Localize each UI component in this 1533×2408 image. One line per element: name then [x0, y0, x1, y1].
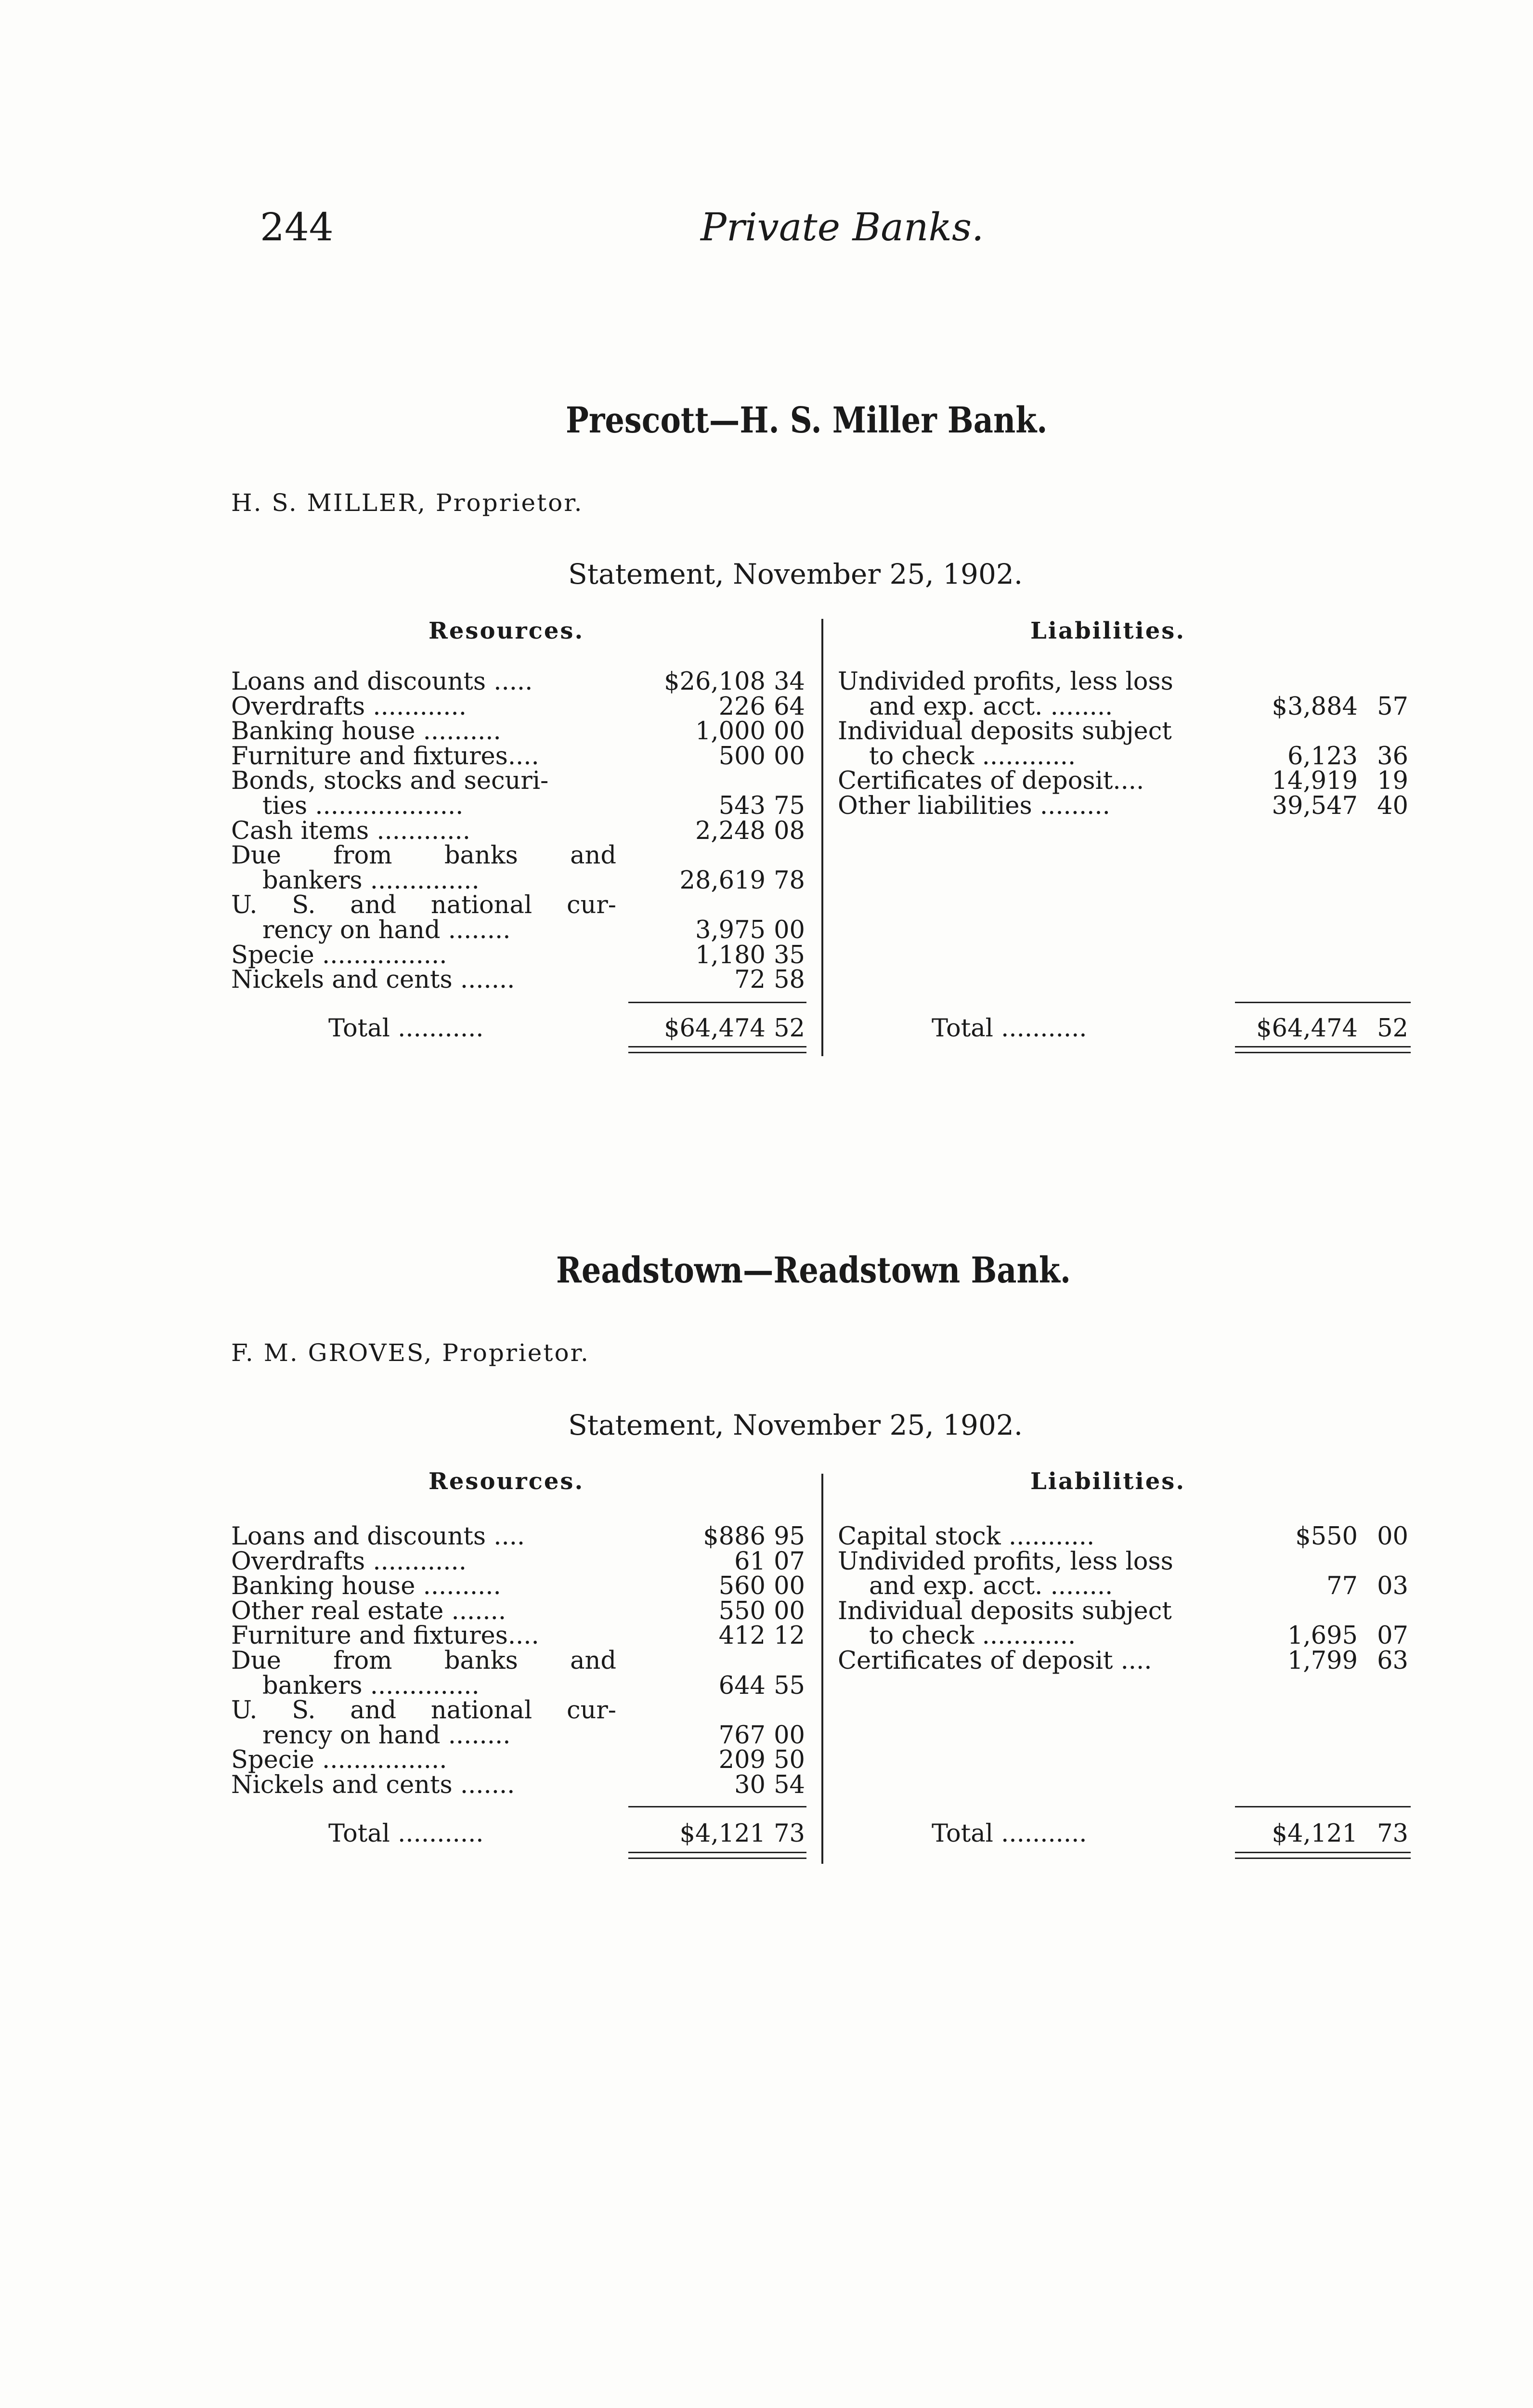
- line-item-label: rency on hand ........: [262, 1721, 511, 1750]
- liabilities-heading: Liabilities.: [1030, 617, 1186, 644]
- line-item-label: Certificates of deposit....: [838, 767, 1144, 796]
- amount-cents: 08: [774, 816, 805, 845]
- table-row: [0, 966, 1533, 995]
- double-rule-top: [628, 1046, 806, 1047]
- statement-date: Statement, November 25, 1902.: [568, 558, 1023, 590]
- line-item-label: and exp. acct. ........: [869, 692, 1113, 721]
- total-row: [0, 1821, 1533, 1846]
- amount-dollars: 1,000: [695, 717, 766, 746]
- amount-dollars: $64,474: [664, 1014, 766, 1043]
- amount-dollars: $3,884: [1272, 692, 1358, 721]
- total-rule: [1235, 1002, 1411, 1003]
- line-item-label: Banking house ..........: [231, 1572, 501, 1601]
- total-row: [0, 1016, 1533, 1041]
- total-rule: [628, 1806, 806, 1807]
- line-item-label: Specie ................: [231, 1746, 447, 1775]
- table-row: [0, 1649, 1533, 1673]
- line-item-label: U. S. and national cur-: [231, 891, 616, 920]
- line-item-label: Capital stock ...........: [838, 1522, 1095, 1551]
- amount-cents: 54: [774, 1771, 805, 1799]
- amount-dollars: 550: [718, 1597, 766, 1625]
- proprietor-line: F. M. GROVES, Proprietor.: [231, 1339, 590, 1367]
- line-item-label: Loans and discounts ....: [231, 1522, 525, 1551]
- line-item-label: Loans and discounts .....: [231, 667, 533, 696]
- amount-cents: 00: [774, 717, 805, 746]
- amount-cents: 73: [774, 1819, 805, 1848]
- amount-cents: 57: [1377, 692, 1408, 721]
- table-row: [0, 719, 1533, 744]
- line-item-label: Other liabilities .........: [838, 792, 1110, 820]
- amount-cents: 78: [774, 866, 805, 895]
- double-rule-top: [1235, 1046, 1411, 1047]
- table-row: [0, 1572, 1533, 1601]
- amount-cents: 00: [1377, 1522, 1408, 1551]
- amount-cents: 34: [774, 667, 805, 696]
- table-row: [0, 918, 1533, 942]
- amount-dollars: 6,123: [1287, 742, 1358, 771]
- table-row: [0, 767, 1533, 796]
- total-label: Total ...........: [932, 1014, 1087, 1043]
- amount-dollars: 2,248: [695, 816, 766, 845]
- amount-cents: 12: [774, 1622, 805, 1650]
- double-rule-top: [628, 1852, 806, 1853]
- amount-dollars: 30: [734, 1771, 766, 1799]
- line-item-label: Furniture and fixtures....: [231, 742, 539, 771]
- amount-dollars: 61: [734, 1547, 766, 1576]
- amount-cents: 35: [774, 941, 805, 969]
- amount-cents: 00: [774, 1597, 805, 1625]
- amount-cents: 00: [774, 742, 805, 771]
- resources-heading: Resources.: [429, 617, 585, 644]
- table-row: [0, 843, 1533, 868]
- amount-dollars: $26,108: [664, 667, 766, 696]
- amount-dollars: 39,547: [1272, 792, 1358, 820]
- table-row: [0, 1524, 1533, 1549]
- amount-cents: 00: [774, 1721, 805, 1750]
- amount-cents: 52: [774, 1014, 805, 1043]
- amount-dollars: 1,180: [695, 941, 766, 969]
- line-item-label: to check ............: [869, 742, 1076, 771]
- line-item-label: Overdrafts ............: [231, 692, 467, 721]
- amount-dollars: 77: [1326, 1572, 1358, 1601]
- amount-cents: 64: [774, 692, 805, 721]
- table-row: [0, 1599, 1533, 1623]
- line-item-label: Furniture and fixtures....: [231, 1622, 539, 1650]
- table-row: [0, 943, 1533, 968]
- bank-title: Prescott—H. S. Miller Bank.: [566, 400, 1048, 441]
- amount-dollars: 560: [718, 1572, 766, 1601]
- amount-dollars: 226: [718, 692, 766, 721]
- line-item-label: Nickels and cents .......: [231, 1771, 515, 1799]
- amount-cents: 52: [1377, 1014, 1408, 1043]
- amount-cents: 63: [1377, 1647, 1408, 1675]
- amount-cents: 58: [774, 966, 805, 995]
- line-item-label: Individual deposits subject: [838, 717, 1172, 746]
- amount-dollars: 14,919: [1272, 767, 1358, 796]
- double-rule-top: [1235, 1852, 1411, 1853]
- table-row: [0, 694, 1533, 719]
- amount-dollars: $550: [1295, 1522, 1358, 1551]
- double-rule-bottom: [628, 1858, 806, 1859]
- amount-cents: 40: [1377, 792, 1408, 820]
- amount-dollars: 500: [718, 742, 766, 771]
- line-item-label: Cash items ............: [231, 816, 470, 845]
- amount-cents: 75: [774, 792, 805, 820]
- table-row: [0, 1549, 1533, 1574]
- line-item-label: Undivided profits, less loss: [838, 667, 1173, 696]
- double-rule-bottom: [628, 1052, 806, 1053]
- amount-cents: 07: [1377, 1622, 1408, 1650]
- amount-cents: 07: [774, 1547, 805, 1576]
- line-item-label: Specie ................: [231, 941, 447, 969]
- statement-date: Statement, November 25, 1902.: [568, 1409, 1023, 1441]
- line-item-label: Bonds, stocks and securi-: [231, 767, 549, 796]
- resources-heading: Resources.: [429, 1468, 585, 1495]
- table-row: [0, 1623, 1533, 1648]
- line-item-label: Undivided profits, less loss: [838, 1547, 1173, 1576]
- amount-cents: 73: [1377, 1819, 1408, 1848]
- table-row: [0, 1773, 1533, 1797]
- double-rule-bottom: [1235, 1858, 1411, 1859]
- amount-dollars: $64,474: [1256, 1014, 1358, 1043]
- table-row: [0, 868, 1533, 893]
- total-label: Total ...........: [328, 1014, 484, 1043]
- amount-dollars: 72: [734, 966, 766, 995]
- table-row: [0, 794, 1533, 818]
- amount-cents: 55: [774, 1671, 805, 1700]
- line-item-label: bankers ..............: [262, 1671, 480, 1700]
- line-item-label: Individual deposits subject: [838, 1597, 1172, 1625]
- total-rule: [1235, 1806, 1411, 1807]
- table-row: [0, 669, 1533, 694]
- amount-dollars: $886: [703, 1522, 766, 1551]
- amount-dollars: 3,975: [695, 916, 766, 944]
- double-rule-bottom: [1235, 1052, 1411, 1053]
- bank-title: Readstown—Readstown Bank.: [556, 1250, 1071, 1291]
- liabilities-heading: Liabilities.: [1030, 1468, 1186, 1495]
- amount-cents: 03: [1377, 1572, 1408, 1601]
- amount-cents: 00: [774, 1572, 805, 1601]
- total-rule: [628, 1002, 806, 1003]
- line-item-label: Nickels and cents .......: [231, 966, 515, 995]
- proprietor-line: H. S. MILLER, Proprietor.: [231, 489, 584, 517]
- amount-dollars: $4,121: [679, 1819, 766, 1848]
- line-item-label: bankers ..............: [262, 866, 480, 895]
- amount-cents: 95: [774, 1522, 805, 1551]
- line-item-label: Banking house ..........: [231, 717, 501, 746]
- amount-dollars: $4,121: [1272, 1819, 1358, 1848]
- amount-cents: 36: [1377, 742, 1408, 771]
- line-item-label: Certificates of deposit ....: [838, 1647, 1152, 1675]
- amount-dollars: 209: [718, 1746, 766, 1775]
- line-item-label: Due from banks and: [231, 1647, 616, 1675]
- total-label: Total ...........: [328, 1819, 484, 1848]
- amount-cents: 50: [774, 1746, 805, 1775]
- table-row: [0, 1746, 1533, 1775]
- page-number: 244: [260, 205, 334, 249]
- amount-cents: 00: [774, 916, 805, 944]
- amount-dollars: 644: [718, 1671, 766, 1700]
- table-row: [0, 816, 1533, 845]
- amount-dollars: 1,695: [1287, 1622, 1358, 1650]
- line-item-label: and exp. acct. ........: [869, 1572, 1113, 1601]
- table-row: [0, 1698, 1533, 1723]
- line-item-label: Due from banks and: [231, 841, 616, 870]
- line-item-label: Overdrafts ............: [231, 1547, 467, 1576]
- table-row: [0, 744, 1533, 769]
- amount-cents: 19: [1377, 767, 1408, 796]
- amount-dollars: 767: [718, 1721, 766, 1750]
- table-row: [0, 891, 1533, 920]
- total-label: Total ...........: [932, 1819, 1087, 1848]
- line-item-label: to check ............: [869, 1622, 1076, 1650]
- line-item-label: U. S. and national cur-: [231, 1696, 616, 1725]
- table-row: [0, 1723, 1533, 1748]
- line-item-label: rency on hand ........: [262, 916, 511, 944]
- amount-dollars: 1,799: [1287, 1647, 1358, 1675]
- amount-dollars: 28,619: [679, 866, 766, 895]
- line-item-label: ties ...................: [262, 792, 464, 820]
- running-title: Private Banks.: [701, 205, 984, 249]
- amount-dollars: 412: [718, 1622, 766, 1650]
- table-row: [0, 1671, 1533, 1700]
- line-item-label: Other real estate .......: [231, 1597, 507, 1625]
- amount-dollars: 543: [718, 792, 766, 820]
